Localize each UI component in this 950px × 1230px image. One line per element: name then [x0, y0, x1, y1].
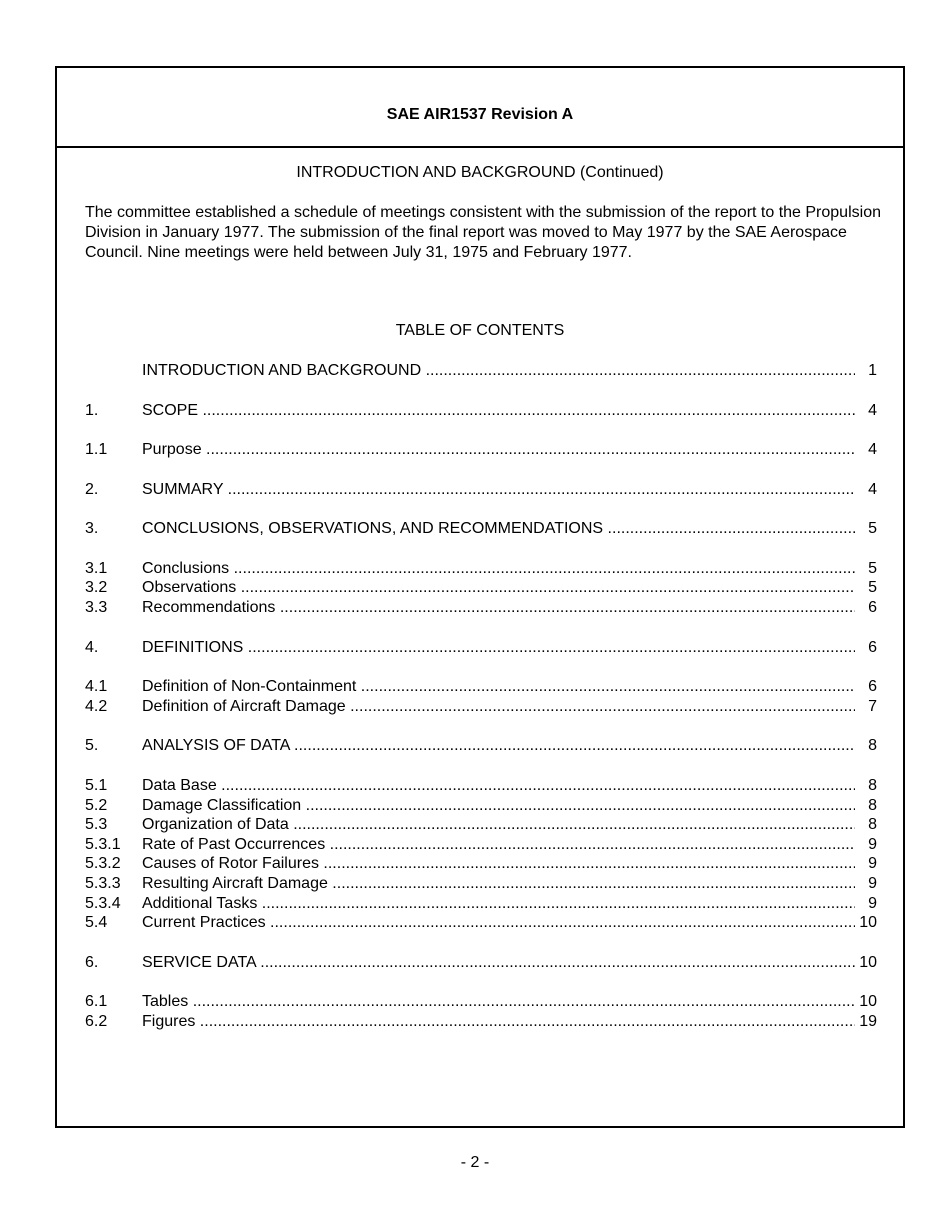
toc-entry-number: 5. [85, 737, 99, 754]
toc-entry-page: 8 [855, 815, 877, 835]
toc-entry-number: 5.3.1 [85, 836, 121, 853]
toc-entry-title: DEFINITIONS [142, 639, 244, 656]
toc-entry-page: 6 [855, 677, 877, 697]
toc-entry[interactable] [85, 638, 877, 658]
toc-entry-number: 6. [85, 954, 99, 971]
toc-entry[interactable] [85, 736, 877, 756]
toc-entry-page: 7 [855, 697, 877, 717]
toc-entry-title: SCOPE [142, 402, 199, 419]
toc-entry-page: 5 [855, 559, 877, 579]
toc-entry[interactable] [85, 361, 877, 381]
toc-entry-number: 4. [85, 639, 99, 656]
toc-entry-page: 8 [855, 736, 877, 756]
toc-entry-title: Definition of Aircraft Damage [142, 698, 346, 715]
toc-entry-title: SUMMARY [142, 481, 224, 498]
toc-entry-number: 5.4 [85, 914, 108, 931]
toc-entry[interactable] [85, 598, 877, 618]
toc-entry-number: 2. [85, 481, 99, 498]
toc-entry-number: 6.2 [85, 1013, 108, 1030]
toc-entry[interactable] [85, 992, 877, 1012]
toc-entry-title: Figures [142, 1013, 196, 1030]
toc-entry[interactable] [85, 815, 877, 835]
toc-entry[interactable] [85, 480, 877, 500]
toc-entry-title: Definition of Non-Containment [142, 678, 357, 695]
toc-entry-title: CONCLUSIONS, OBSERVATIONS, AND RECOMMENDATIONS [142, 520, 604, 537]
toc-entry[interactable] [85, 874, 877, 894]
toc-entry-title: Purpose [142, 441, 202, 458]
document-header [57, 68, 903, 148]
toc-entry[interactable] [85, 578, 877, 598]
toc-entry-number: 3.1 [85, 560, 108, 577]
toc-entry-title: Organization of Data [142, 816, 289, 833]
toc-entry[interactable] [85, 1012, 877, 1032]
toc-entry-title: Data Base [142, 777, 217, 794]
toc-entry[interactable] [85, 401, 877, 421]
section-heading: INTRODUCTION AND BACKGROUND (Continued) [296, 164, 664, 181]
toc-entry-page: 8 [855, 796, 877, 816]
toc-entry-number: 5.2 [85, 797, 108, 814]
toc-entry-number: 5.1 [85, 777, 108, 794]
toc-entry[interactable] [85, 440, 877, 460]
toc-entry-title: ANALYSIS OF DATA [142, 737, 290, 754]
toc-entry-number: 5.3 [85, 816, 108, 833]
toc-entry-page: 6 [855, 638, 877, 658]
toc-entry-title: Recommendations [142, 599, 276, 616]
toc-entry-page: 9 [855, 874, 877, 894]
toc-entry[interactable] [85, 953, 877, 973]
toc-entry-title: Conclusions [142, 560, 230, 577]
toc-entry[interactable] [85, 776, 877, 796]
toc-entry-page: 9 [855, 894, 877, 914]
toc-entry-title: INTRODUCTION AND BACKGROUND [142, 362, 422, 379]
toc-entry-number: 1.1 [85, 441, 108, 458]
toc-entry-number: 6.1 [85, 993, 108, 1010]
toc-entry[interactable] [85, 835, 877, 855]
toc-entry-title: Damage Classification [142, 797, 302, 814]
toc-title: TABLE OF CONTENTS [395, 322, 565, 339]
toc-entry-title: Tables [142, 993, 189, 1010]
toc-entry-title: Additional Tasks [142, 895, 258, 912]
page-number: - 2 - [460, 1154, 490, 1171]
toc-entry-number: 3.2 [85, 579, 108, 596]
toc-entry-page: 9 [855, 835, 877, 855]
toc-entry-page: 4 [855, 401, 877, 421]
toc-entry-page: 10 [855, 953, 877, 973]
toc-entry-number: 4.2 [85, 698, 108, 715]
toc-entry-page: 10 [855, 913, 877, 933]
toc-entry-page: 1 [855, 361, 877, 381]
toc-entry-title: Current Practices [142, 914, 266, 931]
document-title: SAE AIR1537 Revision A [386, 106, 574, 123]
toc-entry-page: 4 [855, 440, 877, 460]
toc-entry[interactable] [85, 697, 877, 717]
toc-entry[interactable] [85, 894, 877, 914]
toc-entry-number: 3. [85, 520, 99, 537]
toc-entry-title: SERVICE DATA [142, 954, 256, 971]
toc-entry-page: 10 [855, 992, 877, 1012]
toc-entry-page: 5 [855, 578, 877, 598]
intro-paragraph: The committee established a schedule of meetings consistent with the submission of the report to the Propulsion Division in January 1977. The submission of the final report was moved to May 1977 by the SAE Aerospace Council. Nine meetings were held between July 31, 1975 and February 1977. [85, 204, 881, 261]
toc-entry-number: 5.3.2 [85, 855, 121, 872]
toc-entry-number: 3.3 [85, 599, 108, 616]
toc-entry[interactable] [85, 559, 877, 579]
toc-entry-number: 5.3.4 [85, 895, 121, 912]
toc-entry-page: 5 [855, 519, 877, 539]
toc-entry-title: Rate of Past Occurrences [142, 836, 326, 853]
toc-entry-number: 1. [85, 402, 99, 419]
toc-entry-page: 4 [855, 480, 877, 500]
toc-entry[interactable] [85, 854, 877, 874]
toc-entry-page: 6 [855, 598, 877, 618]
toc-entry[interactable] [85, 913, 877, 933]
toc-entry[interactable] [85, 519, 877, 539]
document-frame [55, 66, 905, 1128]
toc-entry-title: Observations [142, 579, 237, 596]
toc-entry-number: 5.3.3 [85, 875, 121, 892]
toc-entry-page: 8 [855, 776, 877, 796]
toc-entry-number: 4.1 [85, 678, 108, 695]
toc-entry-page: 19 [855, 1012, 877, 1032]
toc-entry-title: Causes of Rotor Failures [142, 855, 319, 872]
toc-entry[interactable] [85, 796, 877, 816]
toc-entry-page: 9 [855, 854, 877, 874]
toc-entry[interactable] [85, 677, 877, 697]
toc-entry-title: Resulting Aircraft Damage [142, 875, 328, 892]
